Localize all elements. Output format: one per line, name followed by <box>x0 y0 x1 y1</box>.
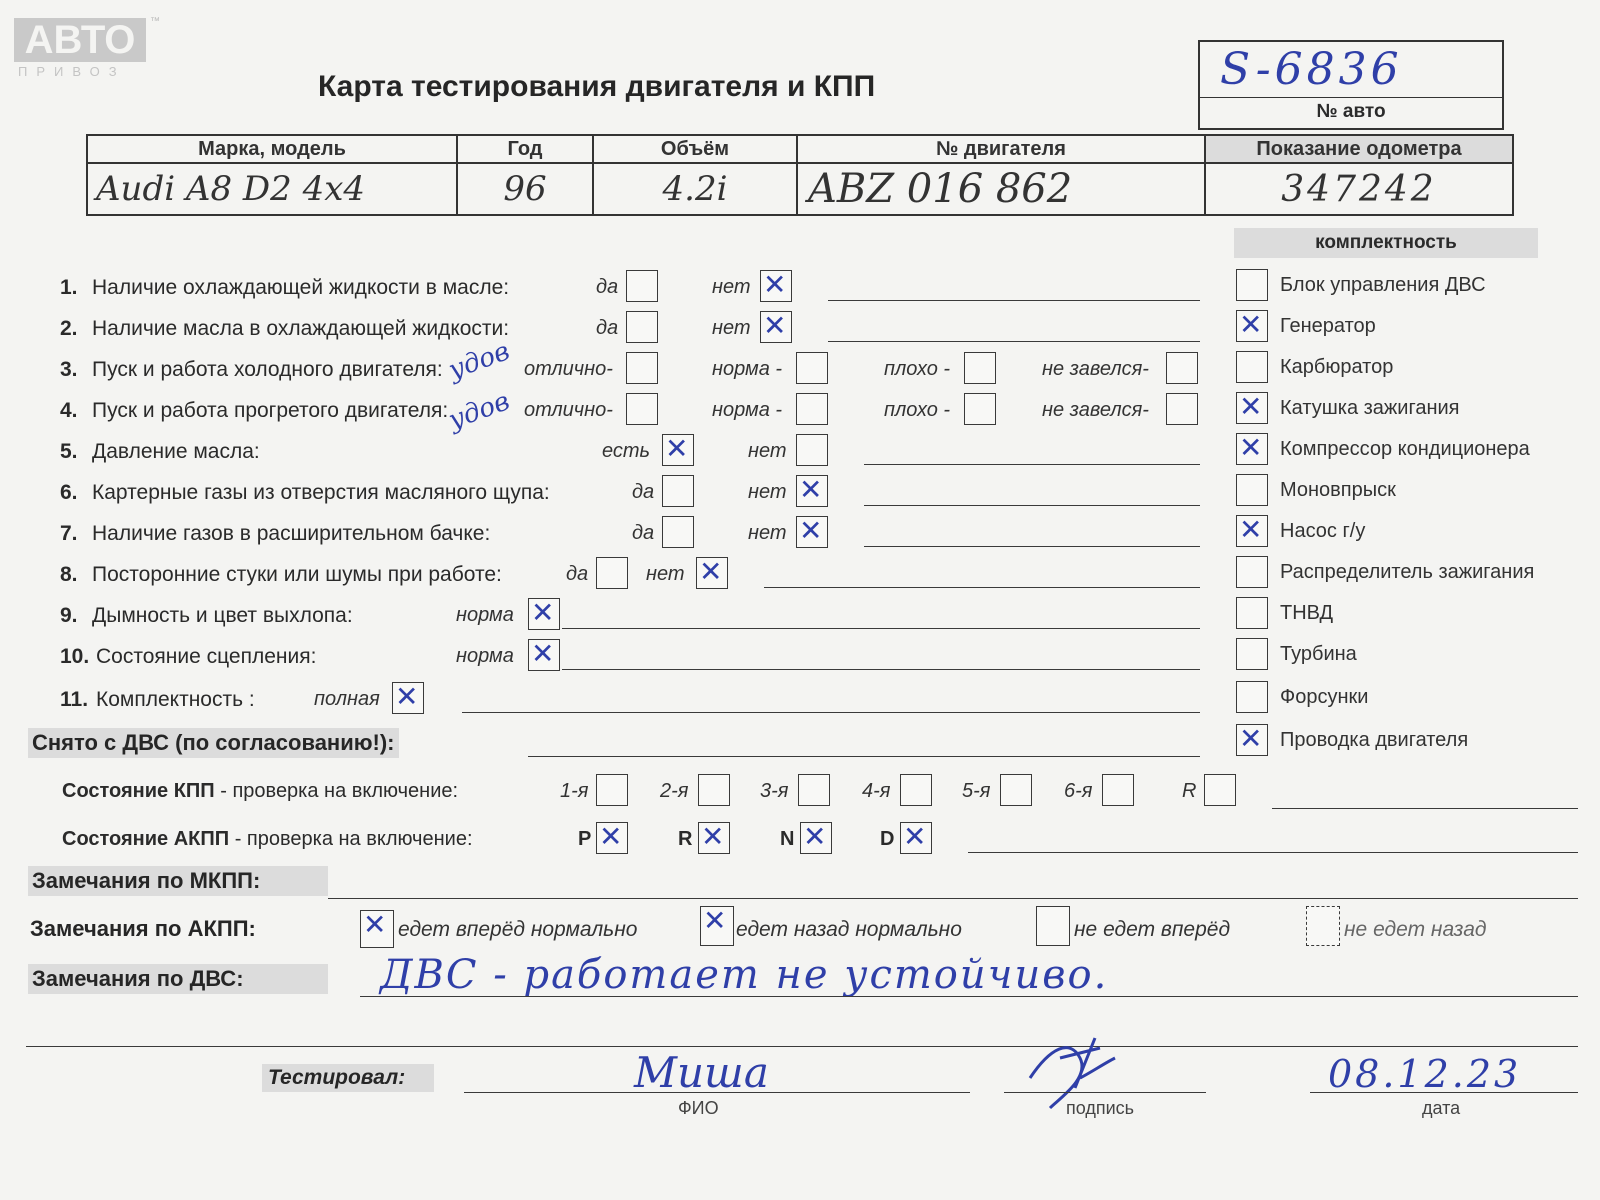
tester-name: Миша <box>634 1048 769 1097</box>
kpp-gear-1-label: 1-я <box>560 780 589 802</box>
q4-normal-checkbox[interactable] <box>796 393 828 425</box>
q8-no-checkbox[interactable] <box>696 557 728 589</box>
q3-excellent-checkbox[interactable] <box>626 352 658 384</box>
question-3-number: 3. <box>60 358 78 381</box>
dvs-notes-label: Замечания по ДВС: <box>28 964 328 994</box>
q4-handwritten-note: удов <box>444 386 514 436</box>
q5-no-checkbox[interactable] <box>796 434 828 466</box>
q3-option-excellent: отлично- <box>524 358 613 380</box>
kit-turbine-label: Турбина <box>1280 643 1357 665</box>
kpp-label <box>62 780 458 803</box>
question-1-text: Наличие охлаждающей жидкости в масле: <box>92 276 510 299</box>
name-caption: ФИО <box>678 1098 719 1118</box>
q3-bad-checkbox[interactable] <box>964 352 996 384</box>
check-mark: ✕ <box>701 820 725 853</box>
q11-full-checkbox[interactable] <box>392 682 424 714</box>
header-col-year: Год <box>457 135 593 163</box>
page-title: Карта тестирования двигателя и КПП <box>318 70 876 103</box>
question-3-text: Пуск и работа холодного двигателя: <box>92 358 443 381</box>
akpp-pos-p-label: P <box>578 828 592 850</box>
kit-injectors-checkbox[interactable] <box>1236 681 1268 713</box>
kit-ignition-coil-label: Катушка зажигания <box>1280 397 1460 419</box>
q6-no-checkbox[interactable] <box>796 475 828 507</box>
q3-no-start-checkbox[interactable] <box>1166 352 1198 384</box>
q2-option-yes-label: да <box>596 317 619 339</box>
kit-generator-checkbox[interactable] <box>1236 310 1268 342</box>
header-col-odometer: Показание одометра <box>1205 135 1513 163</box>
akpp-reverse-ok-label: едет назад нормально <box>736 918 962 941</box>
kit-distributor-checkbox[interactable] <box>1236 556 1268 588</box>
kpp-gear-5-label: 5-я <box>962 780 991 802</box>
q2-option-no-label: нет <box>712 317 751 339</box>
akpp-pos-d-checkbox[interactable] <box>900 822 932 854</box>
akpp-reverse-ok-checkbox[interactable] <box>700 906 734 946</box>
q4-excellent-checkbox[interactable] <box>626 393 658 425</box>
kit-ecu-label: Блок управления ДВС <box>1280 274 1486 296</box>
check-mark: ✕ <box>1239 722 1263 755</box>
q4-option-excellent: отлично- <box>524 399 613 421</box>
kit-engine-wiring-label: Проводка двигателя <box>1280 729 1469 751</box>
akpp-label-bold: Состояние АКПП <box>62 828 230 850</box>
akpp-no-forward-checkbox[interactable] <box>1036 906 1070 946</box>
kit-carburetor-checkbox[interactable] <box>1236 351 1268 383</box>
q4-no-start-checkbox[interactable] <box>1166 393 1198 425</box>
q4-bad-checkbox[interactable] <box>964 393 996 425</box>
logo-main: АВТО <box>14 18 146 62</box>
header-col-volume: Объём <box>593 135 797 163</box>
question-6-number: 6. <box>60 481 78 504</box>
q11-option-full-label: полная <box>314 688 380 710</box>
q9-option-normal-label: норма <box>456 604 514 626</box>
kit-monoinjection-checkbox[interactable] <box>1236 474 1268 506</box>
question-10-number: 10. <box>60 645 90 668</box>
vehicle-info-table <box>86 134 1514 216</box>
q4-option-bad: плохо - <box>884 399 951 421</box>
akpp-notes-label: Замечания по АКПП: <box>30 916 256 941</box>
q6-option-no-label: нет <box>748 481 787 503</box>
question-5-number: 5. <box>60 440 78 463</box>
q3-option-bad: плохо - <box>884 358 951 380</box>
header-col-make-model: Марка, модель <box>87 135 457 163</box>
q8-option-no-label: нет <box>646 563 685 585</box>
check-mark: ✕ <box>665 432 689 465</box>
check-mark: ✕ <box>1239 513 1263 546</box>
q1-yes-checkbox[interactable] <box>626 270 658 302</box>
question-9-number: 9. <box>60 604 78 627</box>
check-mark: ✕ <box>703 904 727 937</box>
akpp-pos-n-label: N <box>780 828 795 850</box>
kit-ecu-checkbox[interactable] <box>1236 269 1268 301</box>
car-number-label: № авто <box>1200 97 1502 126</box>
q2-yes-checkbox[interactable] <box>626 311 658 343</box>
check-mark: ✕ <box>699 555 723 588</box>
kit-turbine-checkbox[interactable] <box>1236 638 1268 670</box>
dvs-notes-value: ДВС - работает не устойчиво. <box>380 952 1109 998</box>
q3-option-no-start: не завелся- <box>1042 358 1149 380</box>
signature-caption: подпись <box>1066 1098 1135 1118</box>
q5-option-no-label: нет <box>748 440 787 462</box>
question-6-text: Картерные газы из отверстия масляного щупа: <box>92 481 550 504</box>
q3-option-normal: норма - <box>712 358 783 380</box>
value-volume: 4.2i <box>593 163 797 215</box>
q1-option-yes-label: да <box>596 276 619 298</box>
akpp-pos-d-label: D <box>880 828 895 850</box>
question-8-text: Посторонние стуки или шумы при работе: <box>92 563 502 586</box>
kpp-label-bold: Состояние КПП <box>62 780 215 802</box>
question-4-number: 4. <box>60 399 78 422</box>
q7-no-checkbox[interactable] <box>796 516 828 548</box>
kit-title: комплектность <box>1234 228 1538 258</box>
q8-option-yes-label: да <box>566 563 589 585</box>
check-mark: ✕ <box>395 680 419 713</box>
check-mark: ✕ <box>763 268 787 301</box>
kpp-gear-6-checkbox[interactable] <box>1102 774 1134 806</box>
q2-no-checkbox[interactable] <box>760 311 792 343</box>
check-mark: ✕ <box>903 820 927 853</box>
akpp-label-rest: - проверка на включение: <box>229 828 473 850</box>
question-10-text: Состояние сцепления: <box>96 645 317 668</box>
q1-option-no-label: нет <box>712 276 751 298</box>
kpp-label-rest: - проверка на включение: <box>214 780 459 802</box>
q5-yes-checkbox[interactable] <box>662 434 694 466</box>
kit-ignition-coil-checkbox[interactable] <box>1236 392 1268 424</box>
car-number-box <box>1198 40 1504 130</box>
q4-option-no-start: не завелся- <box>1042 399 1149 421</box>
kpp-gear-2-label: 2-я <box>660 780 689 802</box>
check-mark: ✕ <box>531 637 555 670</box>
q1-no-checkbox[interactable] <box>760 270 792 302</box>
akpp-pos-p-checkbox[interactable] <box>596 822 628 854</box>
check-mark: ✕ <box>599 820 623 853</box>
q7-yes-checkbox[interactable] <box>662 516 694 548</box>
check-mark: ✕ <box>803 820 827 853</box>
question-4-text: Пуск и работа прогретого двигателя: <box>92 399 449 422</box>
kit-monoinjection-label: Моновпрыск <box>1280 479 1396 501</box>
check-mark: ✕ <box>799 473 823 506</box>
kpp-gear-3-checkbox[interactable] <box>798 774 830 806</box>
kit-carburetor-label: Карбюратор <box>1280 356 1394 378</box>
question-9-text: Дымность и цвет выхлопа: <box>92 604 353 627</box>
kit-ps-pump-label: Насос г/у <box>1280 520 1366 542</box>
kit-distributor-label: Распределитель зажигания <box>1280 561 1535 583</box>
question-1-number: 1. <box>60 276 78 299</box>
akpp-no-reverse-label: не едет назад <box>1344 918 1487 941</box>
q5-option-yes-label: есть <box>602 440 651 462</box>
logo-sub: ПРИВОЗ <box>18 64 126 79</box>
kpp-gear-4-label: 4-я <box>862 780 891 802</box>
kpp-gear-5-checkbox[interactable] <box>1000 774 1032 806</box>
header-col-engine-number: № двигателя <box>797 135 1205 163</box>
value-odometer: 347242 <box>1205 163 1513 215</box>
kpp-gear-1-checkbox[interactable] <box>596 774 628 806</box>
q9-normal-checkbox[interactable] <box>528 598 560 630</box>
kit-generator-label: Генератор <box>1280 315 1376 337</box>
akpp-pos-r-checkbox[interactable] <box>698 822 730 854</box>
kit-ac-compressor-checkbox[interactable] <box>1236 433 1268 465</box>
check-mark: ✕ <box>799 514 823 547</box>
check-mark: ✕ <box>1239 308 1263 341</box>
q3-handwritten-note: удов <box>444 336 514 386</box>
question-5-text: Давление масла: <box>92 440 260 463</box>
kit-tnvd-checkbox[interactable] <box>1236 597 1268 629</box>
question-11-text: Комплектность : <box>96 688 255 711</box>
kpp-gear-r-label: R <box>1182 780 1197 802</box>
question-7-number: 7. <box>60 522 78 545</box>
akpp-pos-r-label: R <box>678 828 693 850</box>
akpp-pos-n-checkbox[interactable] <box>800 822 832 854</box>
q8-yes-checkbox[interactable] <box>596 557 628 589</box>
kpp-gear-6-label: 6-я <box>1064 780 1093 802</box>
check-mark: ✕ <box>531 596 555 629</box>
q10-option-normal-label: норма <box>456 645 514 667</box>
check-mark: ✕ <box>1239 431 1263 464</box>
question-2-text: Наличие масла в охлаждающей жидкости: <box>92 317 510 340</box>
question-2-number: 2. <box>60 317 78 340</box>
test-date: 08.12.23 <box>1328 1052 1522 1096</box>
removed-parts-label: Снято с ДВС (по согласованию!): <box>28 728 399 758</box>
question-8-number: 8. <box>60 563 78 586</box>
akpp-forward-ok-checkbox[interactable] <box>360 910 394 948</box>
kpp-gear-r-checkbox[interactable] <box>1204 774 1236 806</box>
q3-normal-checkbox[interactable] <box>796 352 828 384</box>
kit-tnvd-label: ТНВД <box>1280 602 1334 624</box>
question-11-number: 11. <box>60 688 89 711</box>
kit-engine-wiring-checkbox[interactable] <box>1236 724 1268 756</box>
question-7-text: Наличие газов в расширительном бачке: <box>92 522 491 545</box>
value-make-model: Audi A8 D2 4x4 <box>87 163 457 215</box>
value-year: 96 <box>457 163 593 215</box>
q7-option-yes-label: да <box>632 522 655 544</box>
kpp-gear-2-checkbox[interactable] <box>698 774 730 806</box>
mkpp-notes-label: Замечания по МКПП: <box>28 866 328 896</box>
car-number-value: S-6836 <box>1220 44 1403 95</box>
akpp-no-forward-label: не едет вперёд <box>1074 918 1231 941</box>
kit-injectors-label: Форсунки <box>1280 686 1369 708</box>
avtoprivoz-logo <box>14 16 160 80</box>
q6-yes-checkbox[interactable] <box>662 475 694 507</box>
check-mark: ✕ <box>1239 390 1263 423</box>
akpp-forward-ok-label: едет вперёд нормально <box>398 918 638 941</box>
check-mark: ✕ <box>363 908 387 941</box>
q10-normal-checkbox[interactable] <box>528 639 560 671</box>
akpp-label <box>62 828 473 851</box>
q6-option-yes-label: да <box>632 481 655 503</box>
value-engine-number: ABZ 016 862 <box>797 163 1205 215</box>
akpp-no-reverse-checkbox[interactable] <box>1306 906 1340 946</box>
date-caption: дата <box>1422 1098 1461 1118</box>
q7-option-no-label: нет <box>748 522 787 544</box>
logo-tm: ™ <box>150 16 160 27</box>
tested-by-label: Тестировал: <box>262 1064 434 1092</box>
kit-ac-compressor-label: Компрессор кондиционера <box>1280 438 1530 460</box>
kpp-gear-4-checkbox[interactable] <box>900 774 932 806</box>
kpp-gear-3-label: 3-я <box>760 780 789 802</box>
kit-ps-pump-checkbox[interactable] <box>1236 515 1268 547</box>
q4-option-normal: норма - <box>712 399 783 421</box>
check-mark: ✕ <box>763 309 787 342</box>
